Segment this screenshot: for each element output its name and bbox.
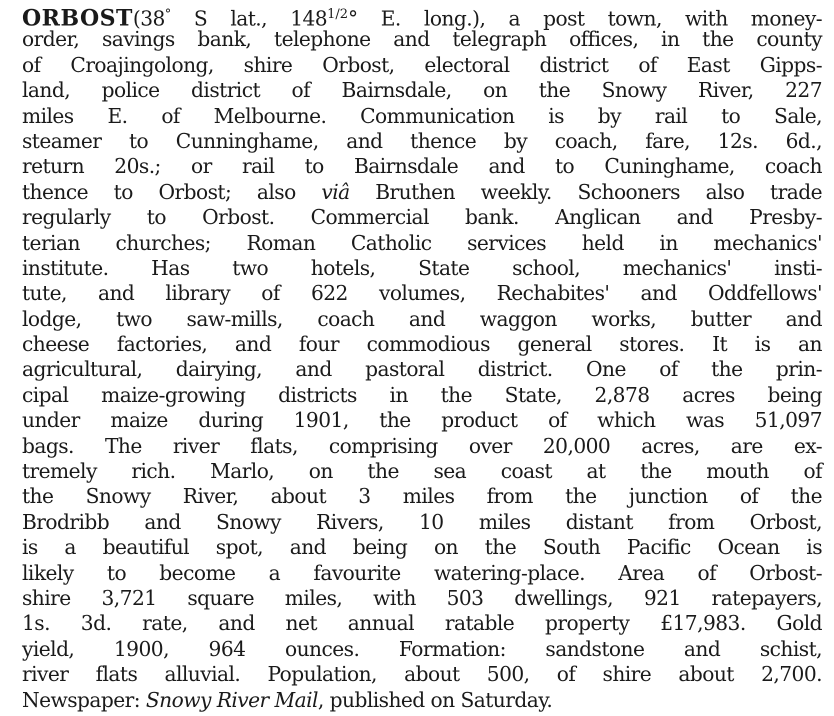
entry-text: , published on Saturday. (317, 687, 553, 712)
coordinates-close: ° E. long.), (348, 6, 486, 31)
entry-text: Bruthen weekly. Schooners also trade (349, 179, 822, 204)
coordinates-mid: S lat., 148 (170, 6, 328, 31)
entry-line: terian churches; Roman Catholic services held in mechanics' (22, 230, 822, 255)
coordinates-fraction: 1/2 (327, 7, 348, 22)
entry-line: shire 3,721 square miles, with 503 dwellings, 921 ratepayers, (22, 585, 822, 610)
entry-line: miles E. of Melbourne. Communication is by rail to Sale, (22, 103, 822, 128)
entry-line: agricultural, dairying, and pastoral district. One of the prin- (22, 357, 822, 382)
entry-line: the Snowy River, about 3 miles from the junction of the (22, 484, 822, 509)
entry-line: river flats alluvial. Population, about 500, of shire about 2,700. (22, 662, 822, 687)
entry-line: return 20s.; or rail to Bairnsdale and to Cuninghame, coach (22, 154, 822, 179)
entry-line: steamer to Cunninghame, and thence by coach, fare, 12s. 6d., (22, 128, 822, 153)
entry-line (22, 180, 822, 205)
entry-line: 1s. 3d. rate, and net annual ratable property £17,983. Gold (22, 611, 822, 636)
entry-line: institute. Has two hotels, State school, mechanics' insti- (22, 255, 822, 280)
entry-line: bags. The river flats, comprising over 20,000 acres, are ex- (22, 433, 822, 458)
entry-text: a post town, with money- (485, 6, 822, 31)
entry-line: tremely rich. Marlo, on the sea coast at the mouth of (22, 459, 822, 484)
entry-line (22, 0, 822, 32)
entry-line: lodge, two saw-mills, coach and waggon works, butter and (22, 306, 822, 331)
entry-line (22, 688, 822, 713)
coordinates-open: (38 (132, 6, 165, 31)
entry-line: regularly to Orbost. Commercial bank. Anglican and Presby- (22, 205, 822, 230)
entry-line: land, police district of Bairnsdale, on the Snowy River, 227 (22, 78, 822, 103)
entry-line: cheese factories, and four commodious general stores. It is an (22, 332, 822, 357)
entry-line: tute, and library of 622 volumes, Rechabites' and Oddfellows' (22, 281, 822, 306)
degree-symbol: ° (164, 7, 171, 22)
entry-line: of Croajingolong, shire Orbost, electoral district of East Gipps- (22, 52, 822, 77)
italic-via: viâ (321, 179, 350, 204)
entry-line: cipal maize-growing districts in the State, 2,878 acres being (22, 382, 822, 407)
gazetteer-entry-orbost (22, 0, 822, 713)
entry-headword: ORBOST (22, 5, 133, 32)
entry-line: likely to become a favourite watering-place. Area of Orbost- (22, 560, 822, 585)
newspaper-title: Snowy River Mail (145, 687, 318, 712)
entry-line: Brodribb and Snowy Rivers, 10 miles distant from Orbost, (22, 509, 822, 534)
entry-line: is a beautiful spot, and being on the South Pacific Ocean is (22, 535, 822, 560)
entry-text: thence to Orbost; also (22, 179, 322, 204)
entry-text: Newspaper: (22, 687, 146, 712)
entry-line: order, savings bank, telephone and telegraph offices, in the county (22, 27, 822, 52)
entry-line: yield, 1900, 964 ounces. Formation: sandstone and schist, (22, 636, 822, 661)
entry-line: under maize during 1901, the product of which was 51,097 (22, 408, 822, 433)
